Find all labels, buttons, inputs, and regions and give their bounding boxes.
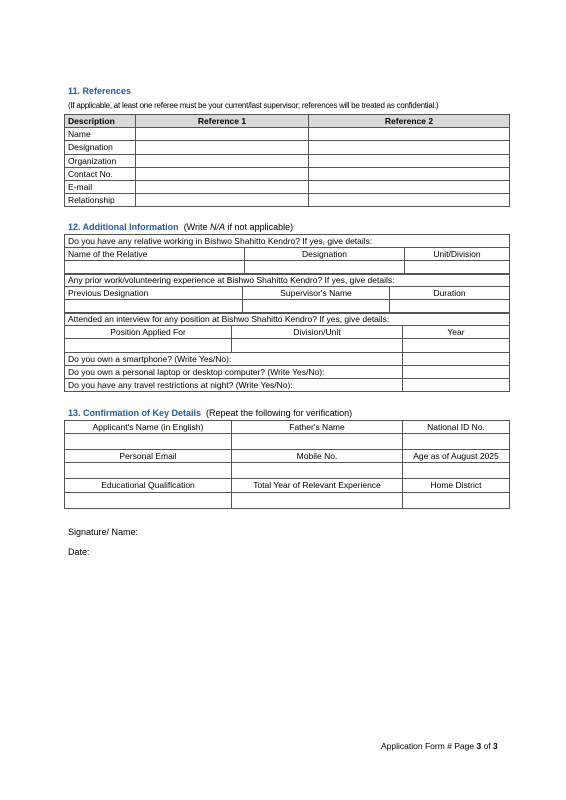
personal-email-header: Personal Email [65, 450, 232, 463]
ref2-email-field[interactable] [309, 181, 510, 194]
ref2-name-field[interactable] [309, 128, 510, 141]
additional-note: (Write N/A if not applicable) [183, 222, 294, 232]
page-footer [381, 741, 498, 751]
mobile-header: Mobile No. [232, 450, 403, 463]
confirmation-table [64, 420, 510, 509]
footer-total: 3 [493, 741, 498, 751]
footer-page: 3 [476, 741, 482, 751]
confirmation-note: (Repeat the following for verification) [206, 408, 353, 418]
ref2-organization-field[interactable] [309, 154, 510, 167]
ref1-designation-field[interactable] [136, 141, 309, 154]
ref1-organization-field[interactable] [136, 154, 309, 167]
header-reference-2: Reference 2 [309, 115, 510, 128]
home-district-field[interactable] [403, 492, 510, 508]
education-header: Educational Qualification [65, 479, 232, 492]
header-description: Description [65, 115, 136, 128]
references-subtitle: (If applicable, at least one referee must be your current/last supervisor; references will be treated as confidential.) [68, 101, 439, 110]
additional-table-3 [64, 312, 510, 392]
header-reference-1: Reference 1 [136, 115, 309, 128]
year-header: Year [403, 326, 510, 339]
education-field[interactable] [65, 492, 232, 508]
date-label: Date: [68, 547, 90, 557]
additional-table-1 [64, 234, 510, 275]
row-label-relationship: Relationship [65, 194, 136, 207]
position-applied-header: Position Applied For [65, 326, 232, 339]
relative-question: Do you have any relative working in Bishwo Shahitto Kendro? If yes, give details: [65, 235, 510, 248]
prior-experience-question: Any prior work/volunteering experience at Bishwo Shahitto Kendro? If yes, give details: [65, 274, 510, 287]
additional-title-text: 12. Additional Information [68, 222, 179, 232]
division-unit-field[interactable] [232, 339, 403, 352]
applicant-name-header: Applicant's Name (in English) [65, 421, 232, 434]
age-header: Age as of August 2025 [403, 450, 510, 463]
supervisor-name-header: Supervisor's Name [243, 287, 390, 300]
previous-designation-header: Previous Designation [65, 287, 243, 300]
references-header-row [65, 115, 510, 128]
table-row [65, 154, 510, 167]
ref2-designation-field[interactable] [309, 141, 510, 154]
laptop-answer-field[interactable] [403, 365, 510, 378]
division-unit-header: Division/Unit [232, 326, 403, 339]
personal-email-field[interactable] [65, 463, 232, 479]
row-label-designation: Designation [65, 141, 136, 154]
national-id-field[interactable] [403, 434, 510, 450]
row-label-organization: Organization [65, 154, 136, 167]
ref2-relationship-field[interactable] [309, 194, 510, 207]
ref1-relationship-field[interactable] [136, 194, 309, 207]
relative-designation-header: Designation [245, 248, 405, 261]
laptop-question: Do you own a personal laptop or desktop computer? (Write Yes/No): [65, 365, 403, 378]
table-row [65, 194, 510, 207]
signature-label: Signature/ Name: [68, 527, 139, 537]
confirmation-title [68, 408, 352, 418]
additional-title [68, 222, 293, 232]
table-row [65, 167, 510, 180]
ref1-email-field[interactable] [136, 181, 309, 194]
smartphone-question: Do you own a smartphone? (Write Yes/No): [65, 352, 403, 365]
year-field[interactable] [403, 339, 510, 352]
table-row [65, 141, 510, 154]
travel-answer-field[interactable] [403, 379, 510, 392]
national-id-header: National ID No. [403, 421, 510, 434]
ref1-contact-field[interactable] [136, 167, 309, 180]
home-district-header: Home District [403, 479, 510, 492]
references-title: 11. References [68, 86, 132, 96]
father-name-field[interactable] [232, 434, 403, 450]
footer-prefix: Application Form # Page [381, 741, 477, 751]
ref2-contact-field[interactable] [309, 167, 510, 180]
interview-question: Attended an interview for any position at Bishwo Shahitto Kendro? If yes, give details: [65, 313, 510, 326]
age-field[interactable] [403, 463, 510, 479]
position-applied-field[interactable] [65, 339, 232, 352]
row-label-contact: Contact No. [65, 167, 136, 180]
experience-header: Total Year of Relevant Experience [232, 479, 403, 492]
references-table [64, 114, 510, 207]
footer-of: of [481, 741, 493, 751]
row-label-name: Name [65, 128, 136, 141]
ref1-name-field[interactable] [136, 128, 309, 141]
relative-unit-header: Unit/Division [405, 248, 510, 261]
experience-field[interactable] [232, 492, 403, 508]
relative-name-header: Name of the Relative [65, 248, 245, 261]
duration-header: Duration [390, 287, 510, 300]
father-name-header: Father's Name [232, 421, 403, 434]
additional-table-2 [64, 273, 510, 314]
table-row [65, 181, 510, 194]
confirmation-title-text: 13. Confirmation of Key Details [68, 408, 202, 418]
smartphone-answer-field[interactable] [403, 352, 510, 365]
travel-question: Do you have any travel restrictions at night? (Write Yes/No): [65, 379, 403, 392]
applicant-name-field[interactable] [65, 434, 232, 450]
table-row [65, 128, 510, 141]
row-label-email: E-mail [65, 181, 136, 194]
mobile-field[interactable] [232, 463, 403, 479]
